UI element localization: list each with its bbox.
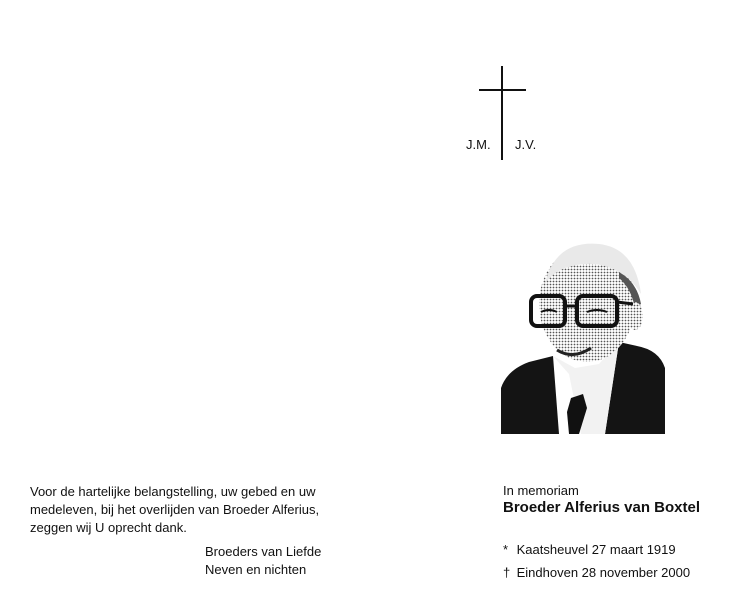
birth-text: Kaatsheuvel 27 maart 1919 (516, 542, 676, 557)
birth-star-icon: * (503, 542, 509, 557)
death-cross-icon: † (503, 565, 511, 580)
signature-line-2: Neven en nichten (205, 562, 307, 577)
life-dates (503, 538, 690, 584)
signature (205, 543, 321, 579)
deceased-name: Broeder Alferius van Boxtel (503, 499, 700, 516)
cross-bar (479, 89, 526, 91)
birth-line (503, 538, 690, 561)
portrait-photo (501, 238, 665, 434)
death-text: Eindhoven 28 november 2000 (516, 565, 691, 580)
thank-you-paragraph: Voor de hartelijke belangstelling, uw gebed en uw medeleven, bij het overlijden van Broeder Alferius, zeggen wij U oprecht dank. (30, 484, 320, 535)
signature-line-1: Broeders van Liefde (205, 544, 322, 559)
initials-right: J.V. (515, 137, 537, 152)
death-line (503, 561, 690, 584)
memoriam-heading: In memoriam (503, 483, 579, 498)
initials-left: J.M. (466, 137, 491, 152)
thank-you-text (30, 483, 340, 537)
cross-icon (501, 66, 503, 160)
